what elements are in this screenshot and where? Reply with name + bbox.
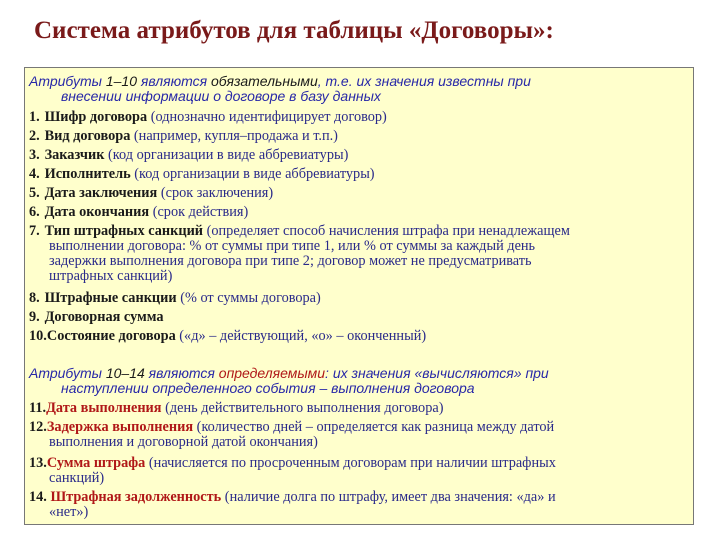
item-name: Штрафная задолженность <box>50 489 222 505</box>
item-desc: (например, купля–продажа и т.п.) <box>130 128 338 144</box>
list-item <box>29 129 669 144</box>
item-desc-continued: штрафных санкций) <box>49 268 173 284</box>
list-item <box>29 186 669 201</box>
item-number: 5. <box>29 185 40 201</box>
item-number: 1. <box>29 109 40 125</box>
list-item <box>29 420 669 450</box>
intro-kind: определяемыми <box>218 365 326 381</box>
item-desc-continued: «нет») <box>49 504 89 520</box>
intro-line2: наступлении определенного события – выполнения договора <box>61 380 475 396</box>
list-item <box>29 148 669 163</box>
item-name: Шифр договора <box>44 109 148 125</box>
item-desc-continued: выполнения и договорной датой окончания) <box>49 434 318 450</box>
intro-text: Атрибуты <box>29 365 106 381</box>
intro-text: являются <box>137 73 211 89</box>
list-item <box>29 329 669 344</box>
item-desc: (наличие долга по штрафу, имеет два значения: «да» и <box>221 489 556 505</box>
item-name: Исполнитель <box>44 166 131 182</box>
intro-text: : их значения «вычисляются» при <box>325 365 549 381</box>
list-item <box>29 310 669 325</box>
item-desc: (определяет способ начисления штрафа при ненадлежащем <box>203 223 570 239</box>
item-number: 2. <box>29 128 40 144</box>
item-number: 3. <box>29 147 40 163</box>
item-name: Заказчик <box>44 147 105 163</box>
intro-range: 10–14 <box>105 365 145 381</box>
item-desc: (срок действия) <box>149 204 249 220</box>
item-number: 11. <box>29 400 47 416</box>
item-desc: (однозначно идентифицирует договор) <box>147 109 387 125</box>
list-item <box>29 490 669 520</box>
item-desc: (код организации в виде аббревиатуры) <box>130 166 375 182</box>
item-number: 7. <box>29 223 40 239</box>
item-name: Штрафные санкции <box>44 290 177 306</box>
item-desc: (начисляется по просроченным договорам при наличии штрафных <box>145 455 556 471</box>
item-desc-continued: санкций) <box>49 470 105 486</box>
intro-kind: обязательными <box>211 73 318 89</box>
list-item <box>29 401 669 416</box>
intro-line2: внесении информации о договоре в базу данных <box>61 88 381 104</box>
item-name: Дата заключения <box>44 185 158 201</box>
item-desc-continued: задержки выполнения договора при типе 2; договор может не предусматривать <box>49 253 532 269</box>
list-item <box>29 205 669 220</box>
item-desc: (срок заключения) <box>157 185 274 201</box>
intro-text: являются <box>144 365 219 381</box>
item-number: 14. <box>29 489 47 505</box>
section1-intro <box>29 74 669 104</box>
item-name: Состояние договора <box>46 328 176 344</box>
item-name: Тип штрафных санкций <box>44 223 204 239</box>
intro-text: , т.е. их значения известны при <box>317 73 531 89</box>
list-item <box>29 167 669 182</box>
list-item <box>29 224 669 284</box>
item-number: 9. <box>29 309 40 325</box>
intro-text: Атрибуты <box>29 73 106 89</box>
intro-range: 1–10 <box>105 73 137 89</box>
item-name: Дата окончания <box>44 204 150 220</box>
item-number: 6. <box>29 204 40 220</box>
item-number: 10. <box>29 328 47 344</box>
list-item <box>29 291 669 306</box>
item-desc: (количество дней – определяется как разница между датой <box>193 419 555 435</box>
slide-title: Система атрибутов для таблицы «Договоры»: <box>34 17 554 44</box>
item-name: Задержка выполнения <box>46 419 194 435</box>
list-item <box>29 456 669 486</box>
item-number: 4. <box>29 166 40 182</box>
item-desc: (код организации в виде аббревиатуры) <box>104 147 349 163</box>
item-number: 12. <box>29 419 47 435</box>
item-name: Договорная сумма <box>44 309 164 325</box>
item-desc: (% от суммы договора) <box>176 290 321 306</box>
item-name: Сумма штрафа <box>46 455 146 471</box>
item-name: Вид договора <box>44 128 131 144</box>
list-item <box>29 110 669 125</box>
item-desc: (день действительного выполнения договора) <box>161 400 444 416</box>
section2-intro <box>29 366 669 396</box>
item-desc-continued: выполнении договора: % от суммы при типе 1, или % от суммы за каждый день <box>49 238 536 254</box>
item-desc: («д» – действующий, «о» – оконченный) <box>175 328 427 344</box>
item-number: 8. <box>29 290 40 306</box>
item-name: Дата выполнения <box>46 400 162 416</box>
item-number: 13. <box>29 455 47 471</box>
